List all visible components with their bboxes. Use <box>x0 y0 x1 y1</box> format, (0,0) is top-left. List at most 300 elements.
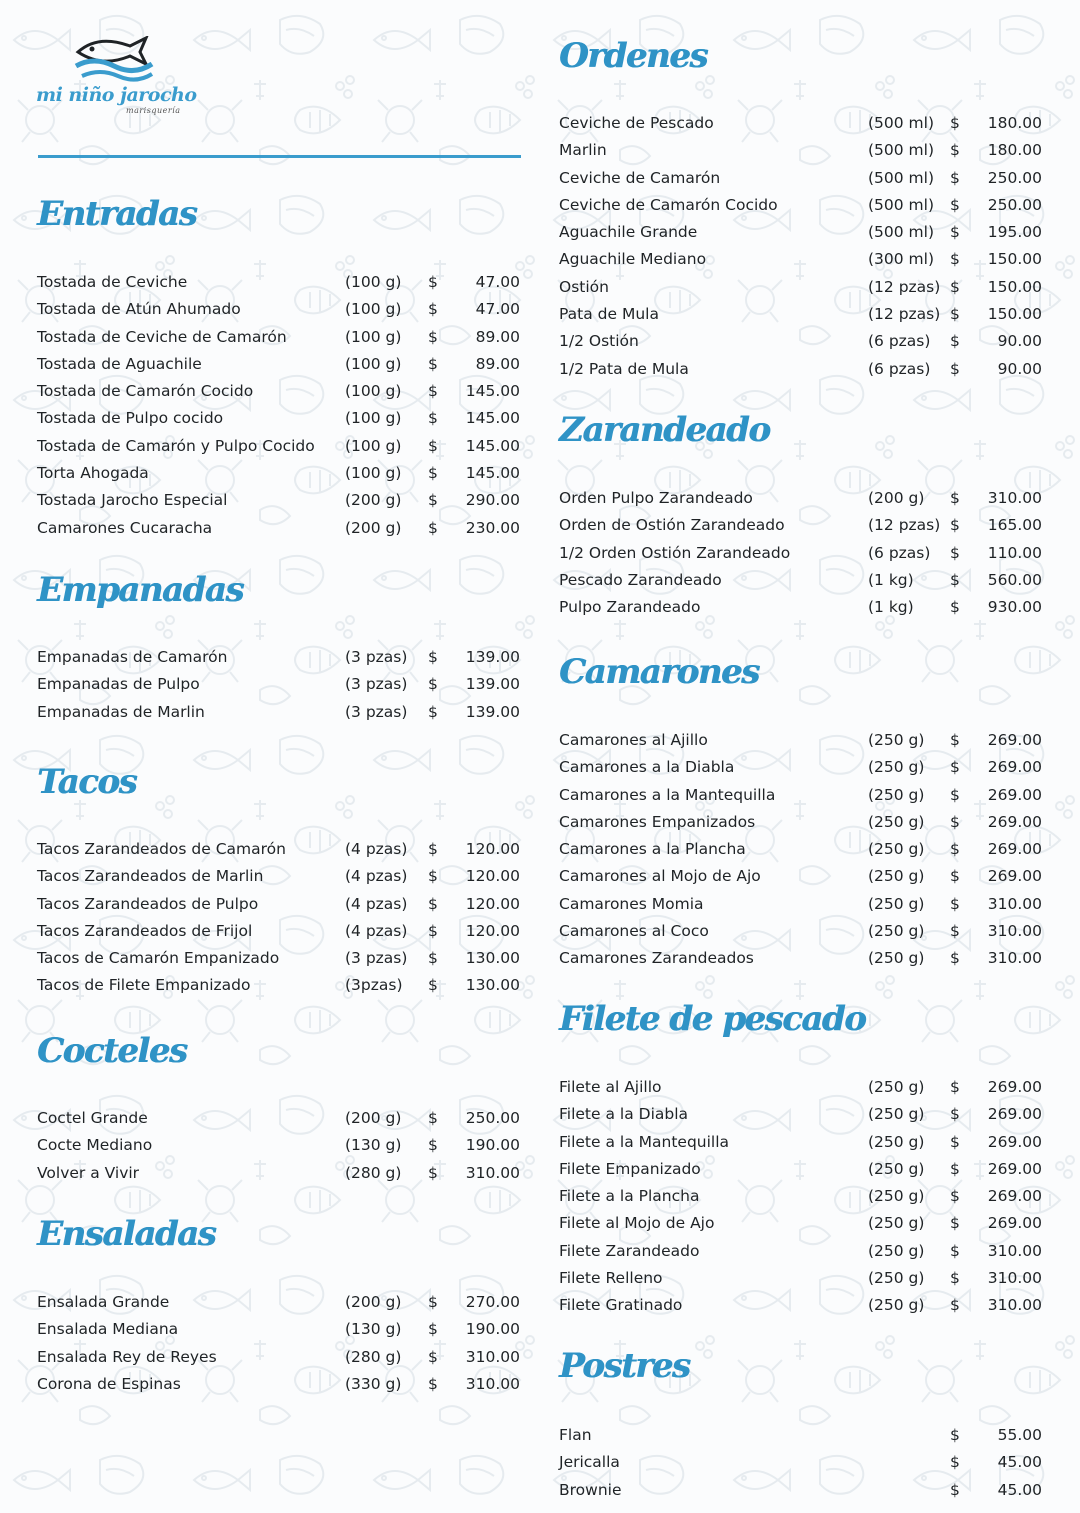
menu-item-portion: (4 pzas) <box>345 867 408 886</box>
section-tacos <box>37 762 527 995</box>
menu-item-price: 47.00 <box>475 273 520 291</box>
menu-item-currency: $ <box>428 675 438 694</box>
menu-item-currency: $ <box>950 949 960 968</box>
menu-item-price: 269.00 <box>987 867 1042 886</box>
menu-item-portion: (12 pzas) <box>868 305 941 324</box>
menu-item <box>559 1159 1049 1186</box>
menu-item-portion: (250 g) <box>868 812 925 831</box>
menu-item-portion: (4 pzas) <box>345 840 408 858</box>
menu-item <box>559 597 1049 624</box>
section-title: Postres <box>559 1346 690 1386</box>
menu-item-portion: (250 g) <box>868 731 925 749</box>
menu-item-name: Orden Pulpo Zarandeado <box>559 489 753 507</box>
menu-item-portion: (3 pzas) <box>345 702 408 721</box>
menu-item <box>559 730 1049 757</box>
menu-item-currency: $ <box>428 648 438 666</box>
menu-item-name: Tostada de Ceviche <box>37 273 188 291</box>
menu-item-currency: $ <box>950 1426 960 1444</box>
menu-item-name: Ceviche de Pescado <box>559 114 714 132</box>
menu-item-portion: (100 g) <box>345 409 402 428</box>
menu-item-portion: (250 g) <box>868 840 925 859</box>
section-title: Camarones <box>559 652 759 692</box>
menu-item-portion: (3 pzas) <box>345 675 408 694</box>
menu-item-price: 269.00 <box>987 1214 1042 1233</box>
menu-item-price: 180.00 <box>987 114 1042 132</box>
menu-item-currency: $ <box>950 114 960 132</box>
menu-item-portion: (280 g) <box>345 1163 402 1182</box>
menu-item <box>37 1108 527 1135</box>
menu-item-name: Tacos Zarandeados de Marlin <box>37 867 264 886</box>
menu-item-name: Cocte Mediano <box>37 1136 153 1155</box>
menu-item-price: 310.00 <box>465 1347 520 1366</box>
menu-item-price: 269.00 <box>987 1159 1042 1178</box>
menu-item-name: Ostión <box>559 277 609 296</box>
menu-item-currency: $ <box>950 1214 960 1233</box>
menu-item-portion: (500 ml) <box>868 168 935 187</box>
menu-item-price: 269.00 <box>987 731 1042 749</box>
menu-list <box>37 839 527 1003</box>
menu-item <box>37 702 527 729</box>
menu-item-portion: (500 ml) <box>868 223 935 242</box>
menu-item-currency: $ <box>950 1241 960 1260</box>
section-title: Filete de pescado <box>559 999 866 1039</box>
menu-item-currency: $ <box>950 785 960 804</box>
menu-item-name: Ensalada Rey de Reyes <box>37 1347 217 1366</box>
menu-item <box>37 381 527 408</box>
menu-item-price: 150.00 <box>987 277 1042 296</box>
menu-item-name: Filete a la Diabla <box>559 1105 689 1124</box>
menu-item-name: Corona de Espinas <box>37 1374 181 1393</box>
menu-item <box>37 463 527 490</box>
section-entradas <box>37 194 527 537</box>
menu-item <box>559 1425 1049 1452</box>
menu-item <box>37 839 527 866</box>
menu-item-price: 130.00 <box>465 976 520 995</box>
menu-item-price: 150.00 <box>987 250 1042 269</box>
menu-item-price: 139.00 <box>465 648 520 666</box>
menu-item <box>37 436 527 463</box>
menu-item-portion: (300 ml) <box>868 250 935 269</box>
menu-item-name: Filete Zarandeado <box>559 1241 700 1260</box>
menu-item-name: Tostada de Ceviche de Camarón <box>37 327 287 346</box>
menu-item-name: Flan <box>559 1426 592 1444</box>
section-ensaladas <box>37 1214 527 1393</box>
menu-item-portion: (6 pzas) <box>868 543 931 562</box>
menu-item-currency: $ <box>950 894 960 913</box>
menu-item-portion: (250 g) <box>868 1078 925 1096</box>
menu-item-portion: (1 kg) <box>868 570 914 589</box>
menu-item <box>559 1186 1049 1213</box>
menu-item-price: 269.00 <box>987 1105 1042 1124</box>
menu-item <box>37 1163 527 1190</box>
menu-item <box>559 570 1049 597</box>
menu-item-name: Marlin <box>559 141 607 160</box>
menu-item-name: Torta Ahogada <box>37 464 149 483</box>
menu-list <box>559 1077 1049 1323</box>
menu-item-currency: $ <box>428 273 438 291</box>
section-empanadas <box>37 570 527 721</box>
menu-item <box>559 921 1049 948</box>
section-title: Cocteles <box>37 1031 187 1071</box>
menu-item-name: Tacos de Camarón Empanizado <box>37 949 280 968</box>
menu-item-price: 110.00 <box>987 543 1042 562</box>
menu-item-price: 269.00 <box>987 1187 1042 1206</box>
menu-item-portion: (250 g) <box>868 1269 925 1288</box>
menu-item <box>559 948 1049 975</box>
menu-item-name: Pata de Mula <box>559 305 659 324</box>
menu-item <box>559 277 1049 304</box>
menu-item-name: Filete al Ajillo <box>559 1078 662 1096</box>
section-title: Ensaladas <box>37 1214 216 1254</box>
menu-item-price: 310.00 <box>987 1269 1042 1288</box>
menu-item <box>559 1104 1049 1131</box>
menu-item-price: 180.00 <box>987 141 1042 160</box>
menu-item-currency: $ <box>950 570 960 589</box>
section-zarandeado <box>559 410 1049 617</box>
menu-item <box>559 113 1049 140</box>
menu-item-currency: $ <box>428 491 438 510</box>
menu-item-name: Tacos Zarandeados de Pulpo <box>37 894 259 913</box>
menu-item-currency: $ <box>428 436 438 455</box>
menu-item-name: Coctel Grande <box>37 1109 148 1127</box>
menu-item <box>559 168 1049 195</box>
section-title: Ordenes <box>559 36 707 76</box>
menu-item-name: Pescado Zarandeado <box>559 570 722 589</box>
menu-item <box>559 249 1049 276</box>
menu-item-portion: (250 g) <box>868 867 925 886</box>
menu-item-name: Empanadas de Marlin <box>37 702 205 721</box>
menu-item-name: Tacos de Filete Empanizado <box>37 976 251 995</box>
menu-item <box>559 1213 1049 1240</box>
menu-item-currency: $ <box>950 195 960 214</box>
menu-item-name: Filete Relleno <box>559 1269 663 1288</box>
menu-item <box>559 894 1049 921</box>
menu-item-portion: (200 g) <box>868 489 925 507</box>
menu-item-price: 47.00 <box>475 300 520 319</box>
menu-item <box>559 515 1049 542</box>
menu-item-price: 310.00 <box>987 922 1042 941</box>
menu-item-currency: $ <box>950 598 960 617</box>
menu-item-currency: $ <box>428 867 438 886</box>
section-cocteles <box>37 1031 527 1182</box>
menu-item <box>37 272 527 299</box>
menu-item-name: Filete Gratinado <box>559 1296 683 1315</box>
menu-item-name: 1/2 Pata de Mula <box>559 359 689 378</box>
menu-item <box>37 975 527 1002</box>
menu-item-price: 230.00 <box>465 518 520 537</box>
menu-item-name: Camarones Momia <box>559 894 704 913</box>
menu-list <box>37 1108 527 1190</box>
menu-item-portion: (250 g) <box>868 1187 925 1206</box>
menu-item-portion: (250 g) <box>868 785 925 804</box>
menu-item-name: Orden de Ostión Zarandeado <box>559 516 785 535</box>
menu-item-name: Camarones Cucaracha <box>37 518 213 537</box>
menu-item-name: Camarones al Coco <box>559 922 709 941</box>
menu-item-price: 139.00 <box>465 675 520 694</box>
menu-item-currency: $ <box>950 359 960 378</box>
menu-item-portion: (280 g) <box>345 1347 402 1366</box>
menu-item-price: 269.00 <box>987 812 1042 831</box>
menu-item-price: 310.00 <box>987 1296 1042 1315</box>
menu-item-price: 145.00 <box>465 436 520 455</box>
menu-item <box>559 222 1049 249</box>
menu-item <box>559 359 1049 386</box>
menu-item-portion: (6 pzas) <box>868 359 931 378</box>
menu-item <box>559 195 1049 222</box>
menu-item-currency: $ <box>950 1132 960 1151</box>
menu-item-currency: $ <box>428 894 438 913</box>
menu-item <box>559 1077 1049 1104</box>
menu-item-currency: $ <box>428 1163 438 1182</box>
menu-item-price: 269.00 <box>987 785 1042 804</box>
menu-item <box>37 647 527 674</box>
menu-item-price: 310.00 <box>465 1163 520 1182</box>
menu-item-currency: $ <box>428 327 438 346</box>
menu-item-currency: $ <box>950 168 960 187</box>
menu-item-currency: $ <box>428 949 438 968</box>
menu-item-price: 120.00 <box>465 921 520 940</box>
menu-item-portion: (6 pzas) <box>868 332 931 351</box>
menu-item-price: 310.00 <box>987 489 1042 507</box>
menu-item-currency: $ <box>428 382 438 401</box>
menu-item <box>559 866 1049 893</box>
menu-item-currency: $ <box>950 1187 960 1206</box>
menu-item-name: Tostada Jarocho Especial <box>37 491 228 510</box>
menu-item-price: 90.00 <box>997 359 1042 378</box>
menu-item-price: 89.00 <box>475 354 520 373</box>
menu-item-currency: $ <box>428 300 438 319</box>
menu-item <box>559 331 1049 358</box>
menu-item-portion: (250 g) <box>868 758 925 777</box>
section-title: Zarandeado <box>559 410 770 450</box>
menu-item-currency: $ <box>950 1269 960 1288</box>
menu-item-portion: (500 ml) <box>868 114 935 132</box>
menu-item-name: Tostada de Pulpo cocido <box>37 409 224 428</box>
menu-item <box>37 1292 527 1319</box>
menu-item-portion: (500 ml) <box>868 195 935 214</box>
menu-list <box>559 488 1049 624</box>
menu-item-portion: (12 pzas) <box>868 277 941 296</box>
menu-item <box>37 327 527 354</box>
menu-item-price: 290.00 <box>465 491 520 510</box>
menu-item-currency: $ <box>428 1374 438 1393</box>
menu-item-name: Aguachile Grande <box>559 223 698 242</box>
menu-item <box>559 812 1049 839</box>
menu-item-currency: $ <box>950 305 960 324</box>
menu-item-portion: (250 g) <box>868 922 925 941</box>
menu-item-currency: $ <box>950 489 960 507</box>
menu-item-portion: (200 g) <box>345 1293 402 1311</box>
menu-item <box>37 408 527 435</box>
menu-item-portion: (100 g) <box>345 300 402 319</box>
menu-item <box>559 1241 1049 1268</box>
menu-item <box>37 921 527 948</box>
menu-item-name: Pulpo Zarandeado <box>559 598 701 617</box>
menu-item-currency: $ <box>428 1347 438 1366</box>
menu-item-currency: $ <box>428 976 438 995</box>
brand-subtitle: marisquería <box>126 106 181 115</box>
menu-item-portion: (3 pzas) <box>345 949 408 968</box>
menu-item-portion: (100 g) <box>345 354 402 373</box>
menu-item-name: Filete a la Plancha <box>559 1187 700 1206</box>
menu-item <box>37 299 527 326</box>
menu-list <box>559 113 1049 386</box>
menu-item-price: 269.00 <box>987 840 1042 859</box>
menu-item-portion: (100 g) <box>345 436 402 455</box>
menu-item-portion: (250 g) <box>868 894 925 913</box>
menu-item-currency: $ <box>950 332 960 351</box>
menu-item <box>37 1347 527 1374</box>
menu-item-name: Brownie <box>559 1480 622 1499</box>
menu-item <box>559 785 1049 812</box>
menu-item-price: 165.00 <box>987 516 1042 535</box>
menu-item-price: 190.00 <box>465 1136 520 1155</box>
menu-item-name: Ensalada Mediana <box>37 1320 179 1339</box>
menu-item-currency: $ <box>950 1453 960 1472</box>
menu-item-currency: $ <box>950 1296 960 1315</box>
menu-item-portion: (250 g) <box>868 1105 925 1124</box>
brand-logo <box>36 36 196 122</box>
menu-item-portion: (250 g) <box>868 1159 925 1178</box>
menu-item-price: 89.00 <box>475 327 520 346</box>
menu-item-currency: $ <box>950 758 960 777</box>
menu-item-price: 145.00 <box>465 464 520 483</box>
menu-item-currency: $ <box>950 840 960 859</box>
menu-item-currency: $ <box>950 1159 960 1178</box>
menu-list <box>559 1425 1049 1507</box>
menu-item-portion: (250 g) <box>868 1214 925 1233</box>
menu-item-name: Aguachile Mediano <box>559 250 707 269</box>
menu-item <box>37 674 527 701</box>
menu-item <box>37 1319 527 1346</box>
section-ordenes <box>559 36 1049 378</box>
menu-item-price: 310.00 <box>987 949 1042 968</box>
menu-item-currency: $ <box>950 1105 960 1124</box>
menu-item-price: 145.00 <box>465 409 520 428</box>
menu-item-portion: (4 pzas) <box>345 921 408 940</box>
menu-item-price: 270.00 <box>465 1293 520 1311</box>
menu-item-price: 45.00 <box>997 1480 1042 1499</box>
menu-item-price: 310.00 <box>987 1241 1042 1260</box>
menu-item <box>37 1374 527 1401</box>
menu-item-price: 90.00 <box>997 332 1042 351</box>
menu-item-price: 130.00 <box>465 949 520 968</box>
menu-item <box>559 1452 1049 1479</box>
menu-item-portion: (250 g) <box>868 1241 925 1260</box>
menu-item-currency: $ <box>950 812 960 831</box>
menu-item-portion: (250 g) <box>868 1132 925 1151</box>
section-title: Empanadas <box>37 570 243 610</box>
menu-item-name: Camarones a la Plancha <box>559 840 746 859</box>
menu-item-price: 310.00 <box>987 894 1042 913</box>
menu-item-price: 250.00 <box>465 1109 520 1127</box>
menu-item-name: Ensalada Grande <box>37 1293 170 1311</box>
fish-waves-icon <box>74 36 154 84</box>
menu-item-currency: $ <box>950 250 960 269</box>
menu-item-currency: $ <box>428 840 438 858</box>
menu-item-currency: $ <box>428 409 438 428</box>
menu-item-price: 120.00 <box>465 894 520 913</box>
menu-item-currency: $ <box>950 867 960 886</box>
menu-item-portion: (330 g) <box>345 1374 402 1393</box>
menu-item-price: 150.00 <box>987 305 1042 324</box>
menu-item-portion: (130 g) <box>345 1320 402 1339</box>
menu-item-portion: (130 g) <box>345 1136 402 1155</box>
menu-item <box>559 140 1049 167</box>
menu-item-name: Tostada de Atún Ahumado <box>37 300 241 319</box>
menu-item <box>37 518 527 545</box>
menu-list <box>559 730 1049 976</box>
menu-item-portion: (3pzas) <box>345 976 403 995</box>
menu-item-name: Camarones a la Diabla <box>559 758 735 777</box>
menu-item-currency: $ <box>950 223 960 242</box>
menu-item-name: Ceviche de Camarón Cocido <box>559 195 778 214</box>
menu-item <box>559 757 1049 784</box>
menu-item-currency: $ <box>950 543 960 562</box>
menu-item-name: Tostada de Camarón y Pulpo Cocido <box>37 436 315 455</box>
menu-item-name: Camarones Zarandeados <box>559 949 754 968</box>
menu-item <box>559 1268 1049 1295</box>
menu-item <box>559 304 1049 331</box>
menu-item-price: 145.00 <box>465 382 520 401</box>
menu-item <box>559 1295 1049 1322</box>
menu-item-portion: (250 g) <box>868 1296 925 1315</box>
menu-item-name: Tostada de Camarón Cocido <box>37 382 254 401</box>
menu-item-portion: (4 pzas) <box>345 894 408 913</box>
menu-item-currency: $ <box>950 922 960 941</box>
menu-item-currency: $ <box>428 354 438 373</box>
menu-item <box>559 1132 1049 1159</box>
menu-item-currency: $ <box>428 1320 438 1339</box>
menu-item-name: 1/2 Orden Ostión Zarandeado <box>559 543 791 562</box>
menu-item-name: Camarones al Ajillo <box>559 731 708 749</box>
menu-item-portion: (100 g) <box>345 327 402 346</box>
menu-item-portion: (200 g) <box>345 518 402 537</box>
menu-item-currency: $ <box>950 141 960 160</box>
menu-item-portion: (1 kg) <box>868 598 914 617</box>
menu-item <box>559 1480 1049 1507</box>
menu-item-price: 930.00 <box>987 598 1042 617</box>
menu-item <box>37 354 527 381</box>
menu-item <box>559 488 1049 515</box>
menu-item <box>559 543 1049 570</box>
menu-item-name: Empanadas de Pulpo <box>37 675 200 694</box>
menu-item <box>559 839 1049 866</box>
menu-item-name: Filete a la Mantequilla <box>559 1132 730 1151</box>
menu-item-portion: (250 g) <box>868 949 925 968</box>
menu-item-currency: $ <box>428 921 438 940</box>
menu-item-price: 269.00 <box>987 758 1042 777</box>
menu-list <box>37 272 527 545</box>
menu-item-currency: $ <box>428 1109 438 1127</box>
menu-item-price: 269.00 <box>987 1078 1042 1096</box>
menu-item-name: Camarones a la Mantequilla <box>559 785 776 804</box>
menu-item-currency: $ <box>428 464 438 483</box>
menu-item-currency: $ <box>428 1293 438 1311</box>
menu-item-name: Filete Empanizado <box>559 1159 701 1178</box>
menu-item-name: Camarones Empanizados <box>559 812 756 831</box>
menu-item-portion: (3 pzas) <box>345 648 408 666</box>
menu-item-name: Ceviche de Camarón <box>559 168 721 187</box>
menu-item-price: 120.00 <box>465 867 520 886</box>
menu-item-currency: $ <box>950 277 960 296</box>
menu-item-price: 190.00 <box>465 1320 520 1339</box>
menu-item-name: Filete al Mojo de Ajo <box>559 1214 715 1233</box>
menu-item-price: 250.00 <box>987 195 1042 214</box>
menu-item-portion: (100 g) <box>345 382 402 401</box>
menu-item-name: Jericalla <box>559 1453 620 1472</box>
menu-item-price: 250.00 <box>987 168 1042 187</box>
